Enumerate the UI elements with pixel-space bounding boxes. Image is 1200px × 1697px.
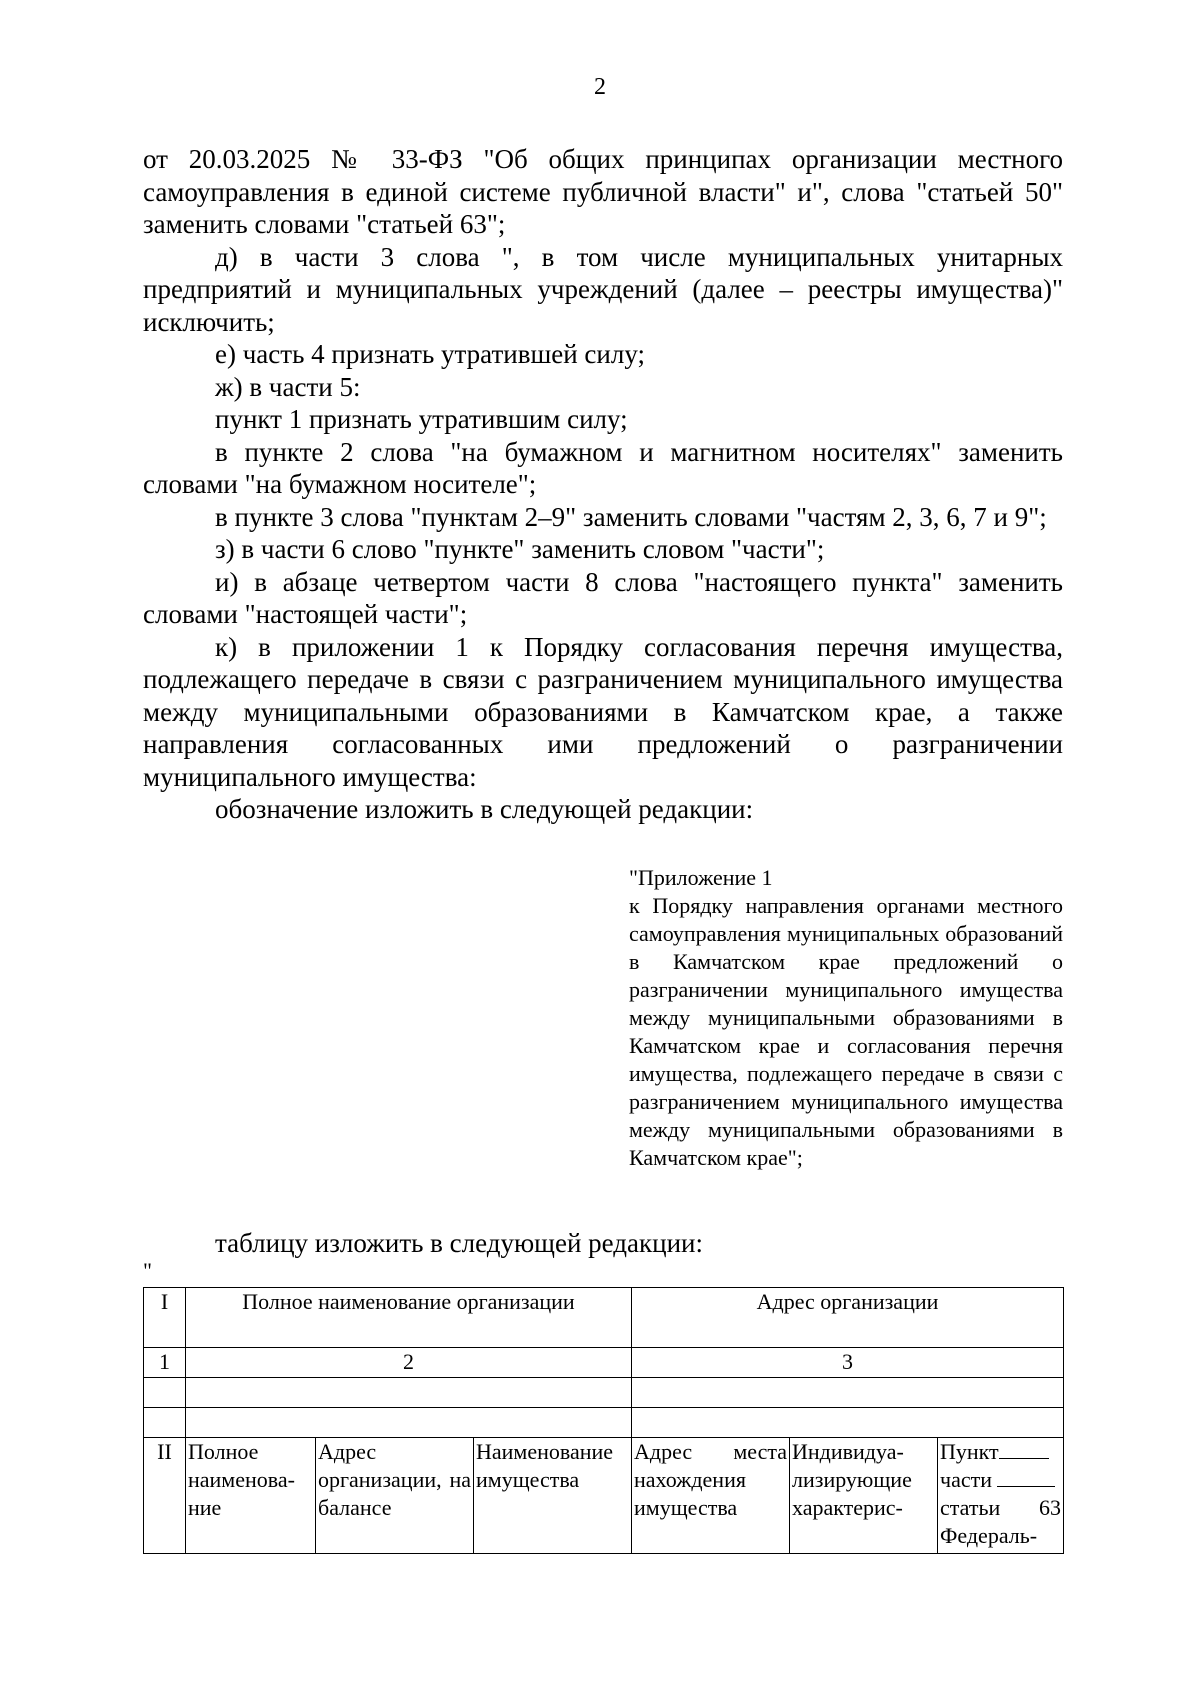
header-fragment: Пункт xyxy=(940,1439,999,1464)
column-number: 2 xyxy=(186,1348,632,1378)
table-cell xyxy=(144,1378,186,1408)
header-fragment: Федераль- xyxy=(940,1523,1038,1548)
section-number: I xyxy=(144,1288,186,1348)
underline-blank xyxy=(997,1486,1055,1487)
paragraph: к) в приложении 1 к Порядку согласования перечня имущества, подлежащего передаче в связи с разграничением муниципального имущества между муниципальными образованиями в Камчатском крае, а также направления согласованных ими предложений о разграничении муниципального имущества: xyxy=(143,631,1063,792)
paragraph: ж) в части 5: xyxy=(215,371,361,402)
quote-mark: " xyxy=(143,1258,152,1283)
paragraph: обозначение изложить в следующей редакции: xyxy=(215,794,754,824)
paragraph: пункт 1 признать утратившим силу; xyxy=(215,404,628,434)
paragraph: от 20.03.2025 № 33-ФЗ "Об общих принципах организации местного самоуправления в единой системе публичной власти" и", слова "статьей 50" заменить словами "статьей 63"; xyxy=(143,144,1063,239)
table-cell xyxy=(186,1378,632,1408)
paragraph: з) в части 6 слово "пункте" заменить словом "части"; xyxy=(215,534,825,564)
column-header: Адрес места нахождения имущества xyxy=(632,1438,790,1554)
column-header: Индивидуа-лизирующие характерис- xyxy=(790,1438,938,1554)
page-number: 2 xyxy=(594,74,606,100)
table-row xyxy=(144,1378,1064,1408)
table-cell xyxy=(144,1408,186,1438)
table-cell xyxy=(186,1408,632,1438)
paragraph: в пункте 2 слова "на бумажном и магнитном носителях" заменить словами "на бумажном носителе"; xyxy=(143,436,1063,499)
appendix-header xyxy=(629,864,1063,1172)
column-number: 3 xyxy=(632,1348,1064,1378)
header-fragment: 63 xyxy=(1039,1495,1062,1520)
paragraph: д) в части 3 слова ", в том числе муниципальных унитарных предприятий и муниципальных учреждений (далее – реестры имущества)" исключить; xyxy=(143,241,1063,337)
column-header: Полное наименова-ние xyxy=(186,1438,316,1554)
appendix-text: к Порядку направления органами местного самоуправления муниципальных образований в Камчатском крае предложений о разграничении муниципального имущества между муниципальными образованиями в Камчатском крае и согласования перечня имущества, подлежащего передаче в связи с разграничением муниципального имущества между муниципальными образованиями в Камчатском крае"; xyxy=(629,893,1063,1170)
table-cell xyxy=(632,1408,1064,1438)
table-row xyxy=(144,1288,1064,1348)
paragraph: в пункте 3 слова "пунктам 2–9" заменить словами "частям 2, 3, 6, 7 и 9"; xyxy=(215,501,1047,532)
document-body xyxy=(143,143,1063,826)
column-number: 1 xyxy=(144,1348,186,1378)
table-row xyxy=(144,1438,1064,1554)
column-header: Наименование имущества xyxy=(474,1438,632,1554)
column-header: Полное наименование организации xyxy=(186,1288,632,1348)
column-header-last xyxy=(938,1438,1064,1554)
form-table xyxy=(143,1287,1064,1554)
header-fragment: части xyxy=(940,1467,992,1492)
section-number: II xyxy=(144,1438,186,1554)
table-row xyxy=(144,1408,1064,1438)
column-header: Адрес организации, на балансе xyxy=(316,1438,474,1554)
table-cell xyxy=(632,1378,1064,1408)
column-header: Адрес организации xyxy=(632,1288,1064,1348)
table-intro: таблицу изложить в следующей редакции: xyxy=(215,1228,703,1258)
header-fragment: статьи xyxy=(940,1495,1001,1520)
table-row xyxy=(144,1348,1064,1378)
appendix-title: "Приложение 1 xyxy=(629,865,773,890)
paragraph: и) в абзаце четвертом части 8 слова "настоящего пункта" заменить словами "настоящей части"; xyxy=(143,566,1063,629)
paragraph: е) часть 4 признать утратившей силу; xyxy=(215,339,645,369)
underline-blank xyxy=(999,1458,1049,1459)
